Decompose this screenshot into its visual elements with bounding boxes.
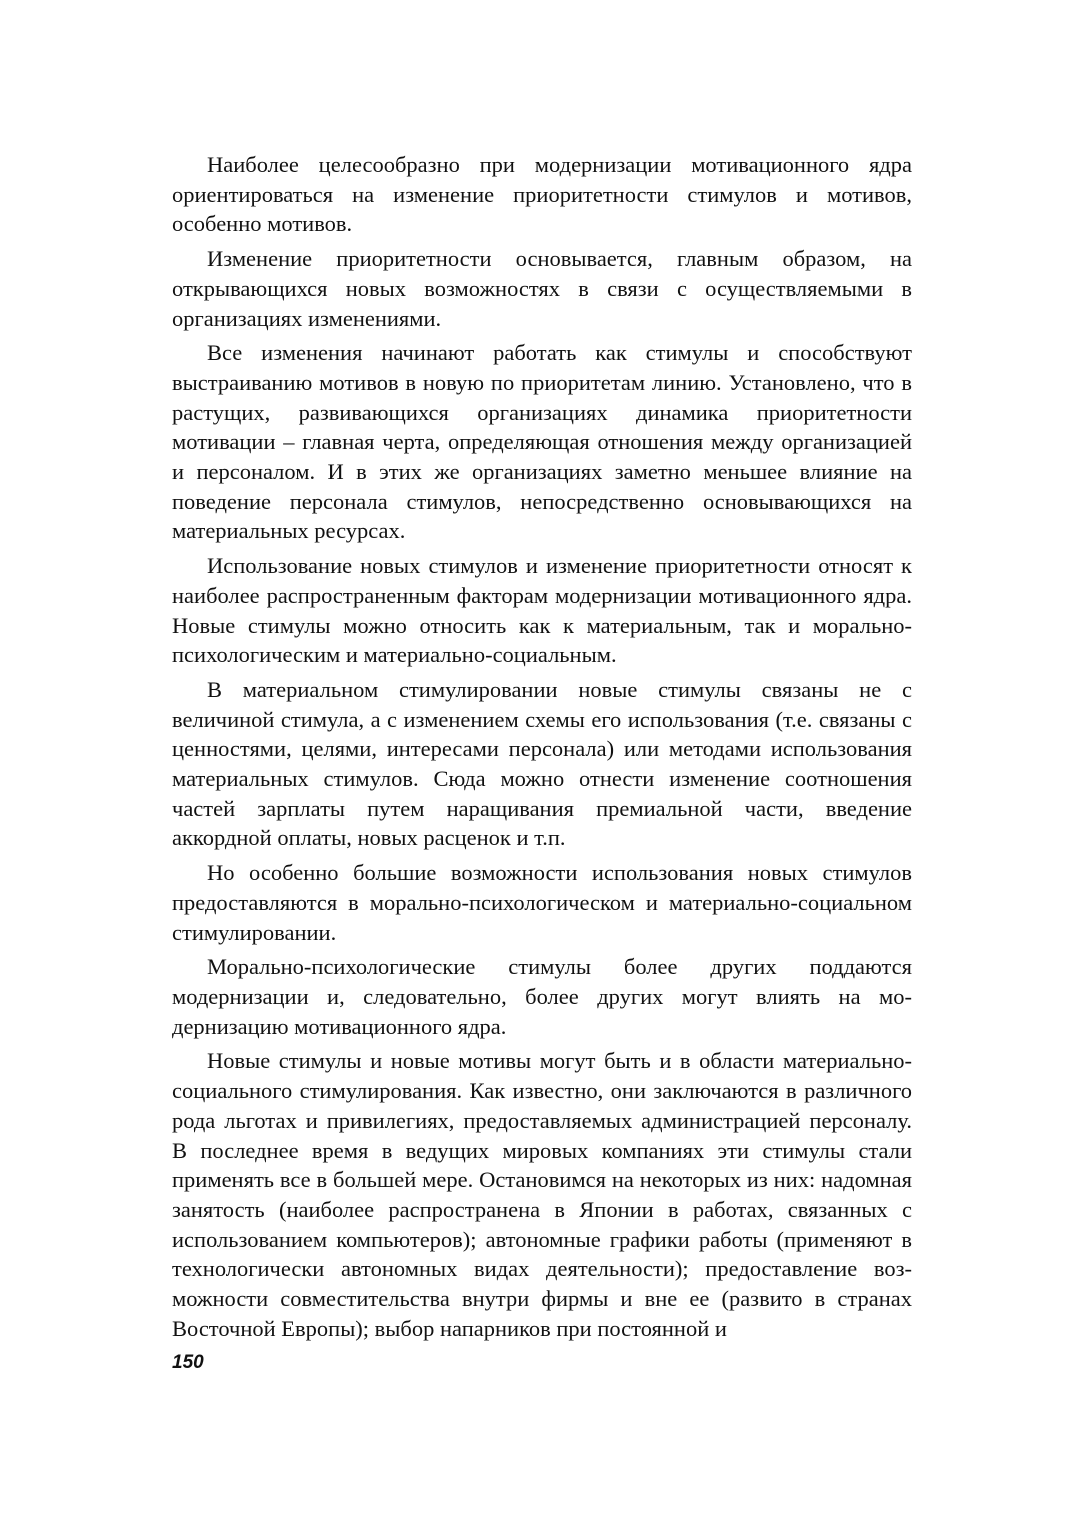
body-text bbox=[172, 150, 912, 1348]
paragraph-4: Использование новых стимулов и изменение приоритетности относят к наиболее распространенным факторам модернизации мотивационного ядра. Новые стимулы можно относить как к материальным, так и морально-психологическим и материально-социальным. bbox=[172, 553, 912, 668]
paragraph-1: Наиболее целесообразно при модернизации мотивационного ядра ориентироваться на изменение приоритетности стимулов и мотивов, особенно мотивов. bbox=[172, 152, 912, 237]
paragraph-5: В материальном стимулировании новые стимулы связаны не с величиной стимула, а с изменением схемы его использования (т.е. связаны с ценностями, целями, интересами персонала) или методами использования материальных стимулов. Сюда можно отнести изменение соотношения частей зарплаты путем наращивания премиальной части, введение аккордной оплаты, новых расценок и т.п. bbox=[172, 676, 912, 851]
paragraph-7: Морально-психологические стимулы более других поддаются модернизации и, следовательно, более других могут влиять на модернизацию мотивационного ядра. bbox=[172, 954, 912, 1039]
page-number: 150 bbox=[172, 1352, 204, 1373]
paragraph-3: Все изменения начинают работать как стимулы и способствуют выстраиванию мотивов в новую по приоритетам линию. Установлено, что в растущих, развивающихся организациях динамика приоритетности мотивации – главная черта, определяющая отношения между организацией и персоналом. И в этих же организациях заметно меньшее влияние на поведение персонала стимулов, непосредственно основывающихся на материальных ресурсах. bbox=[172, 340, 912, 544]
paragraph-6: Но особенно большие возможности использования новых стимулов предоставляются в морально-психологическом и материально-социальном стимулировании. bbox=[172, 860, 912, 945]
paragraph-8: Новые стимулы и новые мотивы могут быть и в области материально-социального стимулирования. Как известно, они заключаются в различного рода льготах и привилегиях, предоставляемых администрацией персоналу. В последнее время в ведущих мировых компаниях эти стимулы стали применять все в большей мере. Остановимся на некоторых из них: надомная занятость (наиболее распространена в Японии в работах, связанных с использованием компьютеров); автономные графики работы (применяют в технологически автономных видах деятельности); предоставление возможности совместительства внутри фирмы и вне ее (развито в странах Восточной Европы); выбор напарников при постоянной и bbox=[172, 1048, 912, 1341]
paragraph-2: Изменение приоритетности основывается, главным образом, на открывающихся новых возможностях в связи с осуществляемыми в организациях изменениями. bbox=[172, 246, 912, 331]
